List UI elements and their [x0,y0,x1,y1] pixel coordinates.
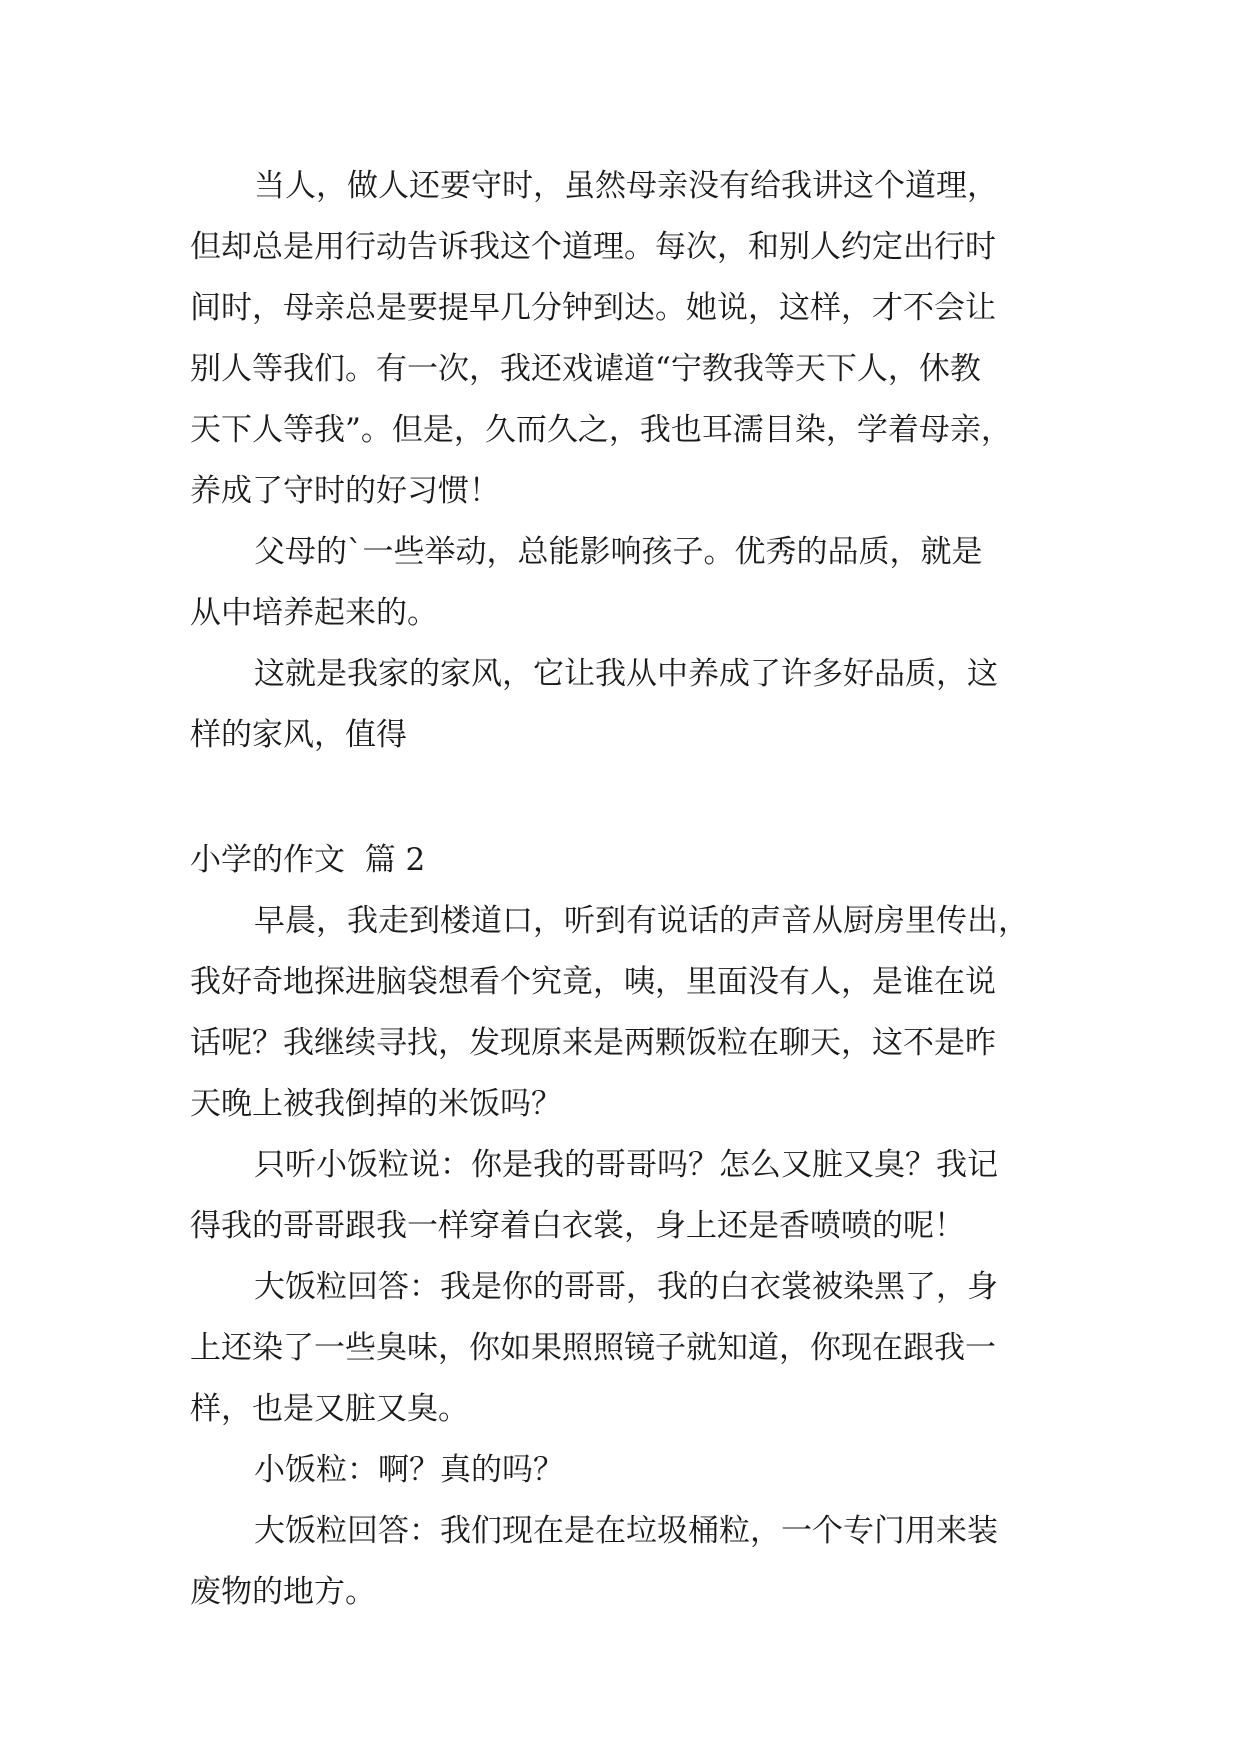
document-body [190,156,1060,1623]
paragraph-small-grain [190,1135,1060,1257]
text-line: 父母的`一些举动，总能影响孩子。优秀的品质，就是 [254,534,983,570]
text-line: 只听小饭粒说：你是我的哥哥吗？怎么又脏又臭？我记 [254,1147,998,1183]
text-line: 天下人等我”。但是，久而久之，我也耳濡目染，学着母亲， [190,412,1012,448]
paragraph-big-grain-reply [190,1257,1060,1440]
paragraph-small-grain-question [190,1440,1060,1501]
section-spacer [190,766,1060,830]
text-line: 从中培养起来的。 [190,595,438,631]
text-line: 上还染了一些臭味，你如果照照镜子就知道，你现在跟我一 [190,1330,996,1366]
text-line: 废物的地方。 [190,1574,376,1610]
text-line: 养成了守时的好习惯！ [190,473,500,509]
text-line: 小饭粒：啊？真的吗？ [254,1452,564,1488]
paragraph-big-grain-answer [190,1501,1060,1623]
text-line: 大饭粒回答：我们现在是在垃圾桶粒，一个专门用来装 [254,1513,998,1549]
paragraph-family-style [190,644,1060,766]
text-line: 我好奇地探进脑袋想看个究竟，咦，里面没有人，是谁在说 [190,964,996,1000]
text-line: 早晨，我走到楼道口，听到有说话的声音从厨房里传出， [254,903,1029,939]
text-line: 得我的哥哥跟我一样穿着白衣裳，身上还是香喷喷的呢！ [190,1208,965,1244]
text-line: 大饭粒回答：我是你的哥哥，我的白衣裳被染黑了，身 [254,1269,998,1305]
paragraph-punctuality [190,156,1060,522]
text-line: 当人，做人还要守时，虽然母亲没有给我讲这个道理， [254,168,998,204]
paragraph-parents-influence [190,522,1060,644]
text-line: 样的家风，值得 [190,717,407,753]
text-line: 样，也是又脏又臭。 [190,1391,469,1427]
text-line: 天晚上被我倒掉的米饭吗？ [190,1086,562,1122]
text-line: 这就是我家的家风，它让我从中养成了许多好品质，这 [254,656,998,692]
text-line: 但却总是用行动告诉我这个道理。每次，和别人约定出行时 [190,229,996,265]
paragraph-morning [190,891,1060,1135]
text-line: 间时，母亲总是要提早几分钟到达。她说，这样，才不会让 [190,290,996,326]
text-line: 别人等我们。有一次，我还戏谑道“宁教我等天下人，休教 [190,351,981,387]
section-heading: 小学的作文 篇 2 [190,842,426,878]
text-line: 话呢？我继续寻找，发现原来是两颗饭粒在聊天，这不是昨 [190,1025,996,1061]
